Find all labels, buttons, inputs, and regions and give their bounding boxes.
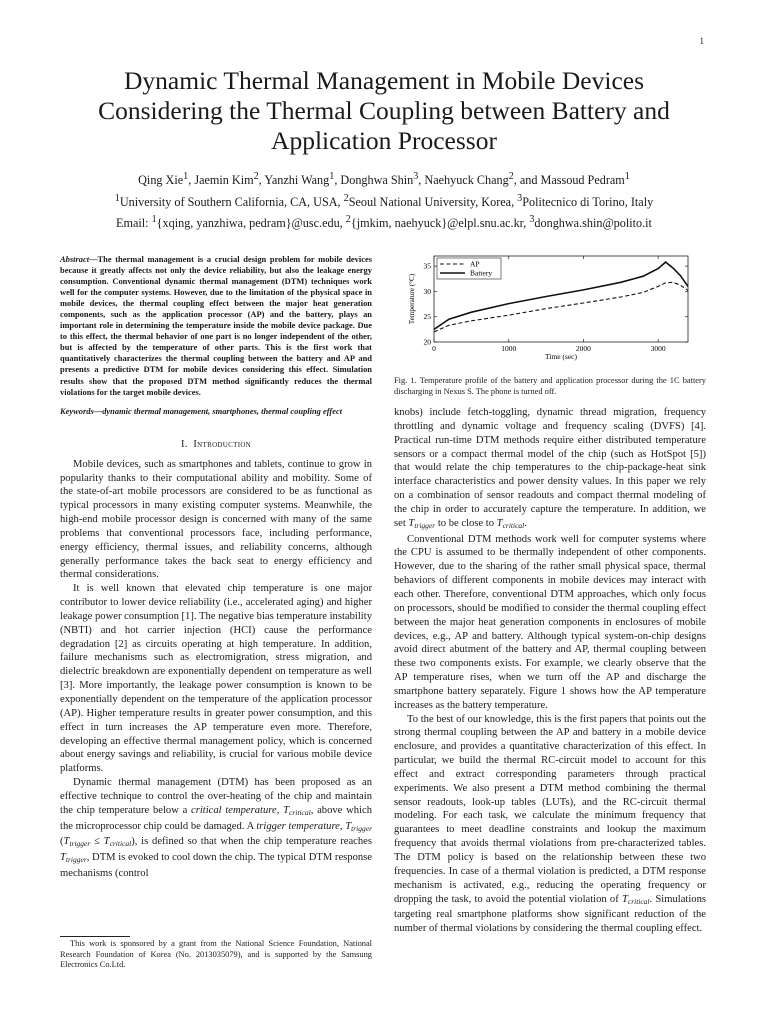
affiliation-sup: 1 [114,192,120,204]
email-label: Email: [116,216,152,231]
email-line [40,211,728,233]
math-symbol: T [345,820,352,832]
author-sup: 1 [183,171,189,182]
math-subscript: critical [502,520,525,530]
figure-1 [394,250,706,372]
email-sup: 2 [345,214,351,226]
section-title: Introduction [193,438,252,450]
math-subscript: trigger [414,520,436,530]
abstract-text: —The thermal management is a crucial design problem for mobile devices because it greatly affects not only the device reliability, but also the leakage energy consumption. Conventional dynamic thermal management (DTM) techniques work well for the computer systems. However, due to the limitation of the physical space in mobile devices, the thermal coupling effect between the major heat generation components, such as the application processor (AP) and the battery, plays an important role in determining the temperature inside the mobile device package. Due to this effect, the thermal behavior of one part is no longer independent of the other, but is affected by the temperature of other parts. This is the first work that quantitatively characterizes the thermal coupling between the battery and AP and presents a predictive DTM for mobile devices considering this effect. Simulation results show that the proposed DTM method significantly reduces the thermal violations for the target mobile devices. [60,254,372,397]
paper-title [40,66,728,156]
email-sup: 3 [529,214,535,226]
y-tick-label: 30 [423,286,431,296]
math-symbol: T [408,517,415,529]
intro-paragraph-1: Mobile devices, such as smartphones and tablets, continue to grow in popularity thanks to their computational ability and mobility. Some of the state-of-art mobile processors are considered to be as functional as typical processors in many existing computer systems. Meanwhile, the high-end mobile processor design is concerned with many of the same problems that conventional processors face, including performance, energy efficiency, thermal issues, and reliability concerns, although generally performance takes the back seat to energy efficiency and thermal considerations. [60,458,372,581]
author-name: Massoud Pedram [540,173,625,188]
math-subscript: trigger [65,855,87,865]
term: trigger temperature [256,820,340,832]
legend-label: Battery [470,268,493,278]
y-axis-label: Temperature (°C) [408,273,416,325]
author-sep: , [334,173,341,188]
author-sup: 1 [329,171,335,182]
affiliation-sup: 3 [517,192,523,204]
title-line-1: Dynamic Thermal Management in Mobile Devices [124,66,644,95]
temperature-chart [394,250,706,372]
x-tick-label: 0 [432,344,436,353]
keywords-label: Keywords [60,405,94,416]
author-sup: 1 [624,171,630,182]
series-line-ap [434,282,688,332]
text-run: . Simulations targeting real smartphone platforms show significant reduction of the number of thermal violations by considering the thermal coupling effect. [394,893,706,935]
email-sup: 1 [151,214,157,226]
abstract-label: Abstract [60,254,90,264]
section-number: I. [180,438,188,450]
affiliation: Seoul National University, Korea, [348,194,518,209]
math-subscript: critical [289,807,311,817]
math-subscript: trigger [351,823,372,833]
author-name: Naehyuck Chang [424,173,509,188]
author-sep: , [418,173,425,188]
email[interactable]: {xqing, yanzhiwa, pedram}@usc.edu, [156,216,346,231]
author-sep: , [188,173,195,188]
figure-caption: Fig. 1. Temperature profile of the battery and application processor during the 1C battery discharging in Nexus S. The phone is turned off. [394,376,706,396]
text-run: To the best of our knowledge, this is the first papers that points out the strong thermal coupling between the AP and battery in a mobile device enclosure, and provides a quantitative characterization of this effect. In particular, we build the thermal RC-circuit model to account for this effect and extract corresponding parameters through practical experiments. We also present a DTM method combining the thermal sensor readouts, look-up tables (LUTs), and the RC-circuit thermal modeling. For each task, we calculate the minimum frequency that guarantees to meet deadline constraints and lookup the maximum frequency that avoids thermal violations from pre-characterized tables. The DTM policy is based on the relationship between these two frequencies. In case of a thermal violation is predicted, a DTM response mechanism is activated, e.g., reducing the operating frequency or dropping the task, to avoid the potential violation of [394,713,706,905]
left-column [60,254,372,881]
email[interactable]: donghwa.shin@polito.it [534,216,652,231]
math-symbol: T [103,836,110,848]
footnote: This work is sponsored by a grant from the National Science Foundation, National Research Foundation of Korea (No. 2013035079), and is supported by the Samsung Electronics Co.Ltd. [60,939,372,970]
footnote-rule [60,936,130,937]
x-tick-label: 1000 [501,344,517,353]
math-symbol: T [63,836,70,848]
x-tick-label: 3000 [650,344,666,353]
author-sup: 2 [508,171,514,182]
legend-label: AP [470,259,480,269]
math-symbol: T [283,804,290,816]
section-heading [60,439,372,450]
title-line-2: Considering the Thermal Coupling between Battery and [98,96,670,125]
text-run: ( [60,836,64,848]
right-paragraph-3 [394,713,706,937]
author-block [40,168,728,233]
math-operator: ≤ [90,836,104,848]
x-axis-label: Time (sec) [544,352,578,361]
author-sep: , and [513,173,541,188]
y-tick-label: 35 [423,261,431,271]
y-tick-label: 25 [423,312,431,322]
affiliations [40,190,728,212]
author-name: Yanzhi Wang [264,173,330,188]
author-names [40,168,728,190]
author-name: Donghwa Shin [340,173,414,188]
text-run: Dynamic thermal management (DTM) has been proposed as an effective technique to control the over-heating of the chip and maintain the chip temperature below a [60,777,372,816]
right-paragraph-1 [394,406,706,533]
math-subscript: critical [109,839,132,849]
math-subscript: critical [627,896,650,906]
text-run: . [524,517,527,529]
text-run: knobs) include fetch-toggling, dynamic thread migration, frequency throttling and dynamic voltage and frequency scaling (DVFS) [4]. Practical run-time DTM methods require either distributed temperature sensors or a compact thermal model of the chip (such as HotSpot [5]) that would relate the chip temperatures to the chip-package-heat sink interface characteristics and power density values. In this paper we rely on a combination of sensor readouts and compact thermal modeling of the chip in order to accurately capture the temperature. In addition, we set [394,407,706,529]
text-run: , [276,804,284,816]
text-run: , [339,820,346,832]
text-run: , above which the microprocessor chip could be damaged. A [60,804,372,832]
affiliation: Politecnico di Torino, Italy [522,194,654,209]
intro-paragraph-2: It is well known that elevated chip temperature is one major contributor to lower device reliability (i.e., accelerated aging) and higher leakage power consumption [1]. The negative bias temperature instability (NBTI) and hot carrier injection (HCI) cause the performance degradation [2] as circuits operating at high temperature. In addition, failure mechanisms such as electromigration, stress migration, and dielectric breakdown are exponentially dependent on temperature as well [3]. More importantly, the leakage power consumption is known to be exponentially dependent on the temperature of the application processor (AP). Higher temperature results in greater power consumption, and this effect in turn increases the AP temperature even more. Therefore, developing an effective thermal management policy, which is concerned about energy savings and reliability, is crucial for various mobile device platforms. [60,583,372,775]
affiliation: University of Southern California, CA, USA, [119,194,344,209]
email[interactable]: {jmkim, naehyuck}@elpl.snu.ac.kr, [350,216,530,231]
abstract [60,254,372,398]
author-name: Qing Xie [138,173,184,188]
author-sep: , [258,173,265,188]
author-sup: 2 [253,171,259,182]
math-symbol: T [621,893,628,905]
math-symbol: T [496,517,503,529]
math-subscript: trigger [69,839,91,849]
y-tick-label: 20 [423,337,431,347]
keywords-text: —dynamic thermal management, smartphones, thermal coupling effect [93,405,343,416]
text-run: to be close to [435,517,497,529]
math-symbol: T [60,852,66,864]
text-run: , DTM is evoked to cool down the chip. The typical DTM response mechanisms (control [60,852,372,880]
affiliation-sup: 2 [343,192,349,204]
right-paragraph-2: Conventional DTM methods work well for computer systems where the CPU is assumed to be thermally independent of other components. However, due to the sharing of the rather small physical space, thermal behaviors of different components in mobile devices may interact with each other. Therefore, conventional DTM approaches, which only focus on processors, should be modified to consider the thermal coupling effect between the major heat generation components in enclosures of mobile devices, e.g., AP and battery. Although typical system-on-chip designs avoid direct abutment of the battery and AP, thermal coupling between these two components exists. For example, we clearly observe that the AP temperature rises, when we turn off the AP and discharge the smartphone battery separately. Figure 1 shows how the AP temperature increases as the battery temperature. [394,533,706,711]
text-run: ), is defined so that when the chip temperature reaches [131,836,372,848]
author-name: Jaemin Kim [194,173,254,188]
dtm-paragraph [60,776,372,881]
keywords [60,406,372,417]
author-sup: 3 [413,171,419,182]
right-column [394,406,706,936]
x-tick-label: 2000 [575,344,591,353]
page-number: 1 [699,36,704,46]
title-line-3: Application Processor [271,126,497,155]
term: critical temperature [191,804,277,816]
